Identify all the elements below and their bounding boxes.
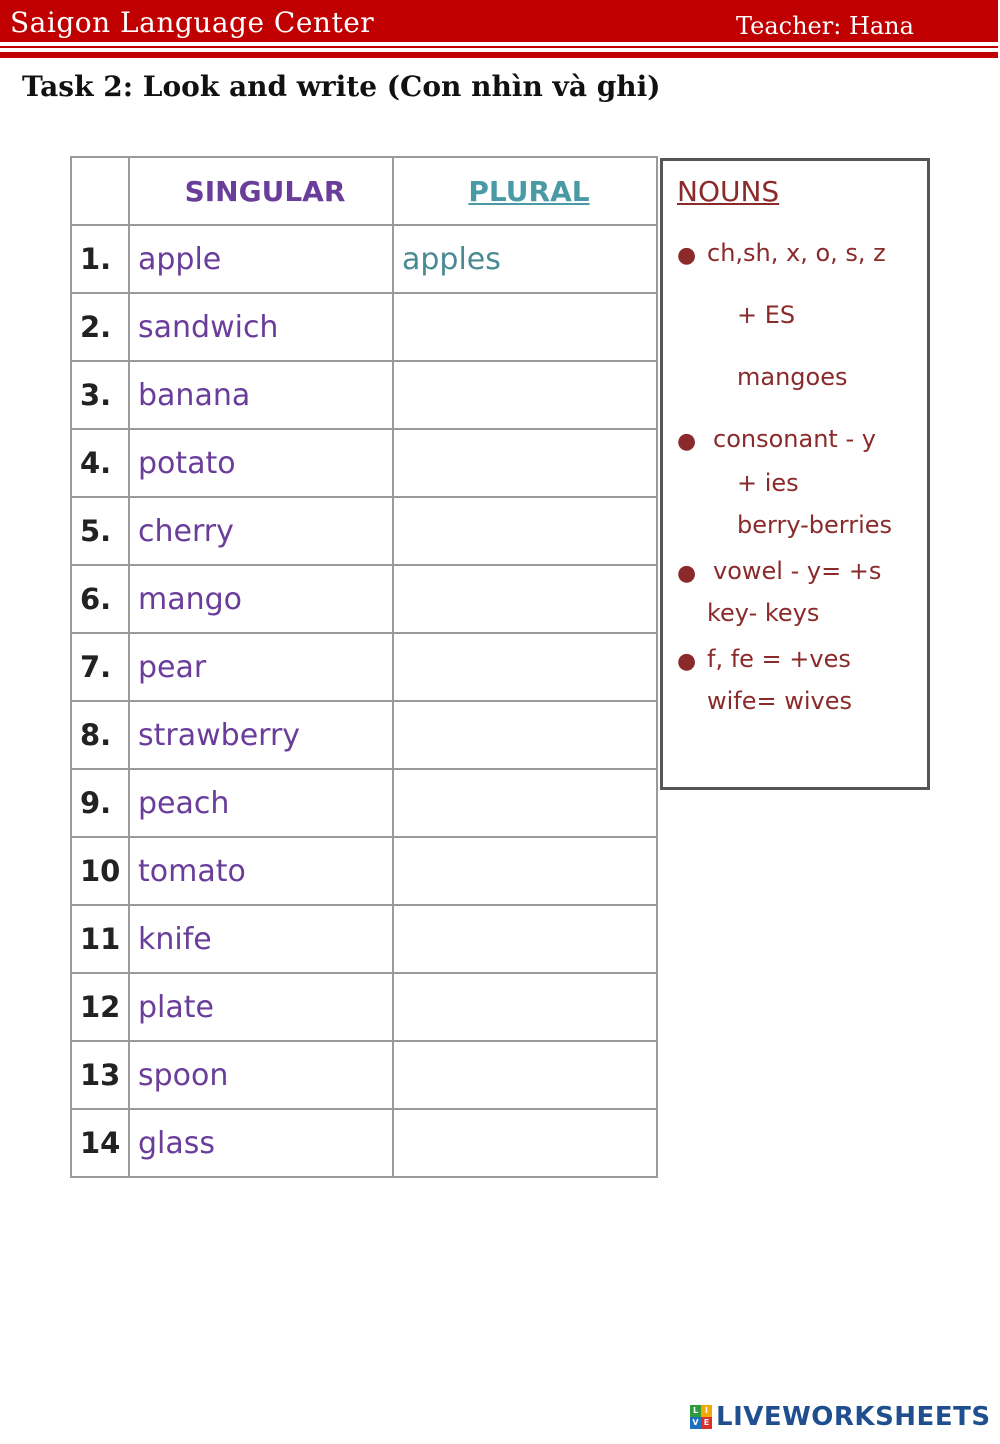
singular-word: banana [129,361,393,429]
singular-word: plate [129,973,393,1041]
row-number: 9. [71,769,129,837]
row-number: 7. [71,633,129,701]
rule-consonant-y: consonant - y [713,425,876,453]
singular-word: knife [129,905,393,973]
plural-answer-cell[interactable] [393,293,657,361]
table-row [71,973,657,1041]
row-number: 6. [71,565,129,633]
singular-word: mango [129,565,393,633]
header-singular: SINGULAR [129,157,393,225]
rule-vowel-example: key- keys [707,599,820,627]
bullet-icon: ● [677,649,697,674]
rule-es-endings: ch,sh, x, o, s, z [707,239,886,267]
row-number: 12 [71,973,129,1041]
plural-answer-cell[interactable] [393,565,657,633]
rule-f-fe: f, fe = +ves [707,645,851,673]
teacher-name: Teacher: Hana [736,12,914,40]
nouns-rule-box [660,158,930,790]
table-row [71,1109,657,1177]
table-row [71,497,657,565]
plural-answer-cell[interactable] [393,701,657,769]
plural-answer-cell[interactable] [393,973,657,1041]
table-row [71,225,657,293]
rule-es-suffix: + ES [737,301,796,329]
plural-answer-cell[interactable] [393,905,657,973]
rule-es-example: mangoes [737,363,848,391]
singular-word: peach [129,769,393,837]
singular-word: sandwich [129,293,393,361]
table-header-row [71,157,657,225]
nouns-title: NOUNS [677,175,780,208]
table-row [71,837,657,905]
row-number: 5. [71,497,129,565]
plural-answer-cell[interactable]: apples [393,225,657,293]
row-number: 13 [71,1041,129,1109]
plural-answer-cell[interactable] [393,837,657,905]
table-row [71,361,657,429]
rule-ies-suffix: + ies [737,469,799,497]
plural-answer-cell[interactable] [393,1041,657,1109]
singular-word: potato [129,429,393,497]
row-number: 3. [71,361,129,429]
singular-word: tomato [129,837,393,905]
singular-word: spoon [129,1041,393,1109]
plural-table [70,156,658,1178]
table-row [71,1041,657,1109]
bullet-icon: ● [677,561,697,586]
plural-answer-cell[interactable] [393,1109,657,1177]
table-row [71,769,657,837]
rule-f-fe-example: wife= wives [707,687,853,715]
plural-answer-cell[interactable] [393,769,657,837]
bullet-icon: ● [677,243,697,268]
table-row [71,905,657,973]
row-number: 1. [71,225,129,293]
singular-word: pear [129,633,393,701]
table-row [71,565,657,633]
rule-ies-example: berry-berries [737,511,893,539]
header-bar [0,0,998,42]
singular-word: glass [129,1109,393,1177]
plural-answer-cell[interactable] [393,633,657,701]
row-number: 14 [71,1109,129,1177]
logo-text: LIVEWORKSHEETS [716,1402,991,1432]
header-plural: PLURAL [393,157,657,225]
bullet-icon: ● [677,429,697,454]
singular-word: cherry [129,497,393,565]
table-row [71,293,657,361]
row-number: 4. [71,429,129,497]
plural-answer-cell[interactable] [393,497,657,565]
singular-word: apple [129,225,393,293]
liveworksheets-logo-icon: L I V E [690,1405,712,1429]
table-row [71,633,657,701]
plural-answer-cell[interactable] [393,429,657,497]
header-num-cell [71,157,129,225]
rule-vowel-y: vowel - y= +s [713,557,882,585]
liveworksheets-logo[interactable] [690,1402,991,1432]
singular-word: strawberry [129,701,393,769]
header-divider-gap [0,48,998,52]
row-number: 10 [71,837,129,905]
table-row [71,701,657,769]
center-name: Saigon Language Center [10,6,375,39]
task-title: Task 2: Look and write (Con nhìn và ghi) [22,70,661,103]
row-number: 2. [71,293,129,361]
plural-answer-cell[interactable] [393,361,657,429]
table-row [71,429,657,497]
row-number: 8. [71,701,129,769]
row-number: 11 [71,905,129,973]
